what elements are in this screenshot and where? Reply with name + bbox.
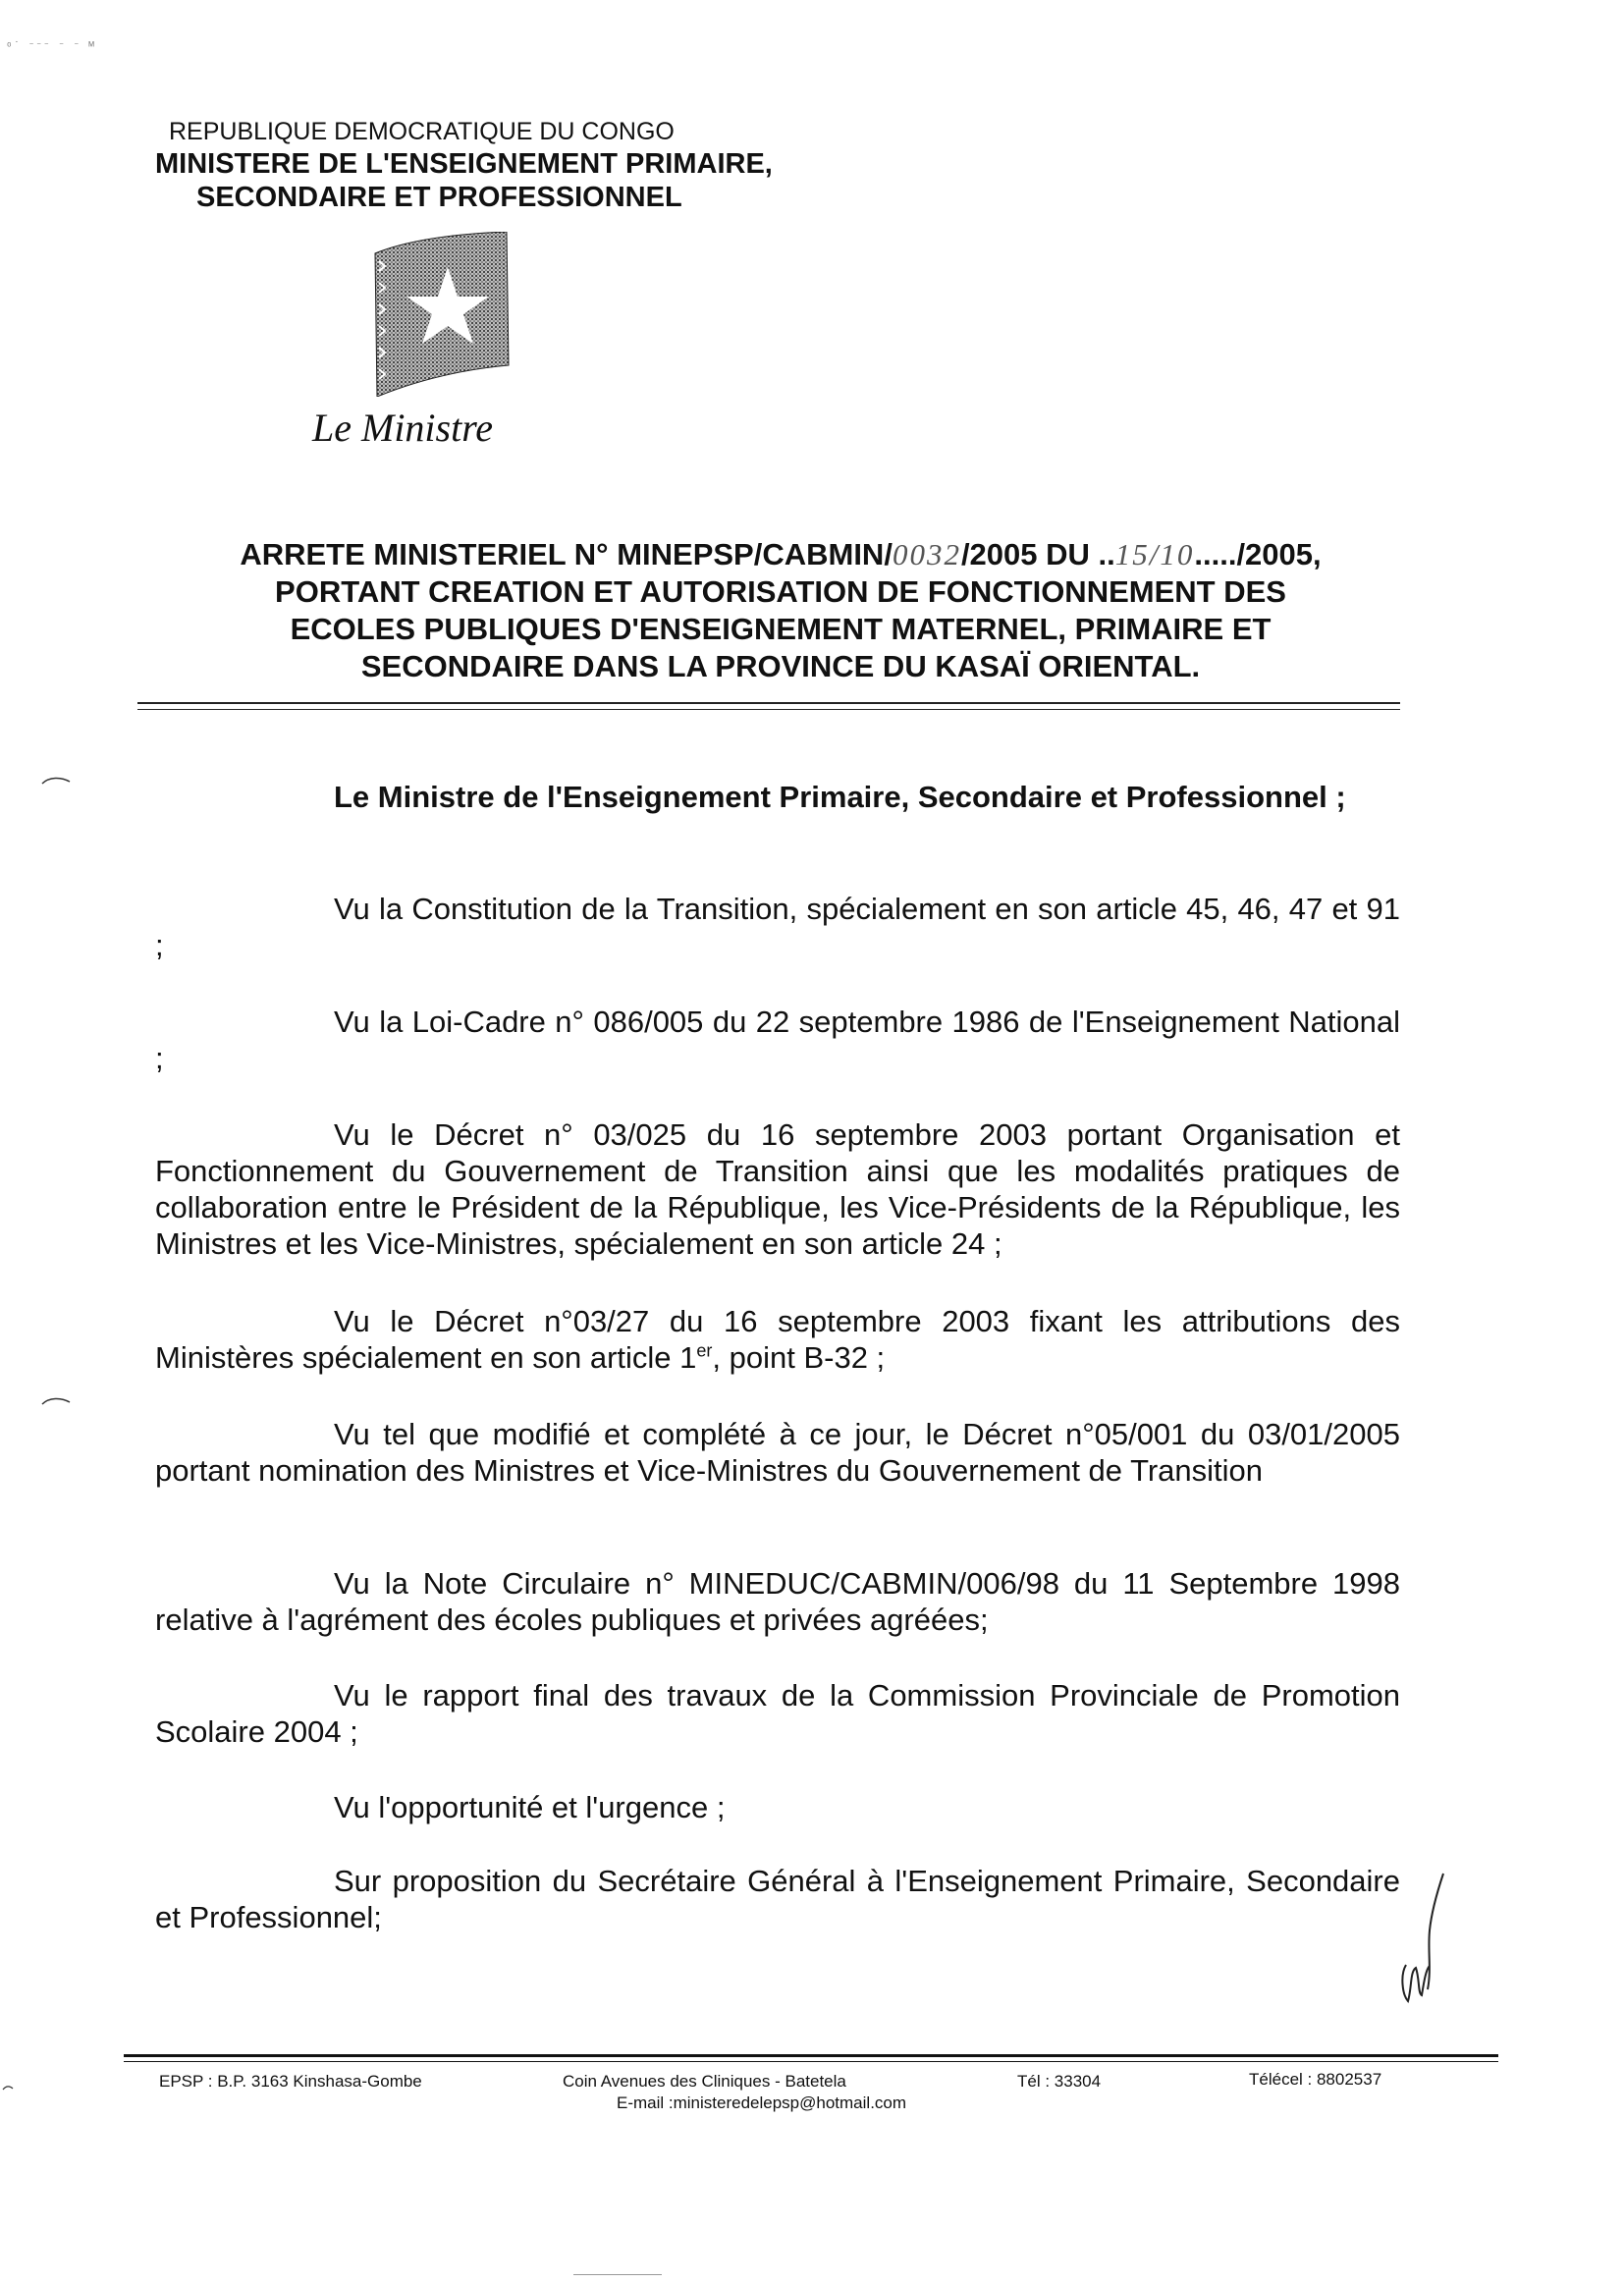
footer-telecel: Télécel : 8802537	[1249, 2070, 1382, 2089]
handwritten-initials-signature	[1392, 1872, 1451, 2019]
title-divider-thin	[137, 709, 1400, 710]
decree-title-line2: PORTANT CREATION ET AUTORISATION DE FONCTIONNEMENT DES	[275, 574, 1286, 609]
decree-title-line4: SECONDAIRE DANS LA PROVINCE DU KASAÏ ORIENTAL.	[360, 649, 1201, 683]
footer-divider-thin	[124, 2061, 1498, 2062]
recital-decret-03-025-text: Vu le Décret n° 03/025 du 16 septembre 2003 portant Organisation et Fonctionnement du Gouvernement de Transition ainsi que les modalités pratiques de collaboration entre le Président de la République, les Vice-Présidents de la République, les Ministres et les Vice-Ministres, spécialement en son article 24 ;	[155, 1117, 1400, 1261]
recital-constitution-text: Vu la Constitution de la Transition, spécialement en son article 45, 46, 47 et 91 ;	[155, 892, 1400, 962]
country-name: REPUBLIQUE DEMOCRATIQUE DU CONGO	[169, 118, 675, 145]
footer-email: E-mail :ministeredelepsp@hotmail.com	[617, 2093, 907, 2112]
margin-pen-mark	[41, 776, 71, 786]
superscript-er: er	[696, 1340, 713, 1361]
decree-title-prefix: ARRETE MINISTERIEL N° MINEPSP/CABMIN/	[240, 537, 893, 571]
title-divider	[137, 702, 1400, 704]
recital-proposition-text: Sur proposition du Secrétaire Général à l'Enseignement Primaire, Secondaire et Professionnel;	[155, 1864, 1400, 1934]
decree-title-suffix: ...../2005,	[1194, 537, 1322, 571]
handwritten-decree-number: 0032	[892, 537, 961, 571]
preamble-minister	[155, 779, 1400, 815]
flag-star-icon	[369, 232, 514, 397]
recital-rapport-final-text: Vu le rapport final des travaux de la Commission Provinciale de Promotion Scolaire 2004 ;	[155, 1678, 1400, 1749]
footer-divider	[124, 2054, 1498, 2057]
scan-edge-line	[573, 2274, 662, 2275]
recital-rapport-final	[155, 1677, 1400, 1750]
footer-street-address: Coin Avenues des Cliniques - Batetela	[563, 2072, 846, 2091]
scan-artifact: ᵒ˙ ⁻⁻⁻ ⁻ ⁻ ᴹ	[6, 41, 96, 53]
margin-pen-mark	[2, 2084, 14, 2092]
recital-proposition	[155, 1863, 1400, 1935]
recital-loi-cadre	[155, 1004, 1400, 1076]
recital-decret-03-025	[155, 1116, 1400, 1262]
ministry-name-line2: SECONDAIRE ET PROFESSIONNEL	[196, 182, 682, 213]
margin-pen-mark	[41, 1396, 71, 1406]
ministry-name-line1: MINISTERE DE L'ENSEIGNEMENT PRIMAIRE,	[155, 148, 773, 180]
recital-note-circulaire-text: Vu la Note Circulaire n° MINEDUC/CABMIN/006/98 du 11 Septembre 1998 relative à l'agrément des écoles publiques et privées agréées;	[155, 1566, 1400, 1637]
decree-title-mid: /2005 DU ..	[960, 537, 1115, 571]
recital-note-circulaire	[155, 1565, 1400, 1638]
recital-decret-05-001	[155, 1416, 1400, 1489]
recital-decret-03-27-tail: , point B-32 ;	[712, 1340, 886, 1375]
footer-telephone: Tél : 33304	[1017, 2072, 1102, 2091]
recital-constitution	[155, 891, 1400, 963]
recital-decret-05-001-text: Vu tel que modifié et complété à ce jour, le Décret n°05/001 du 03/01/2005 portant nomination des Ministres et Vice-Ministres du Gouvernement de Transition	[155, 1417, 1400, 1488]
preamble-minister-text: Le Ministre de l'Enseignement Primaire, Secondaire et Professionnel ;	[334, 780, 1346, 814]
signatory-title: Le Ministre	[312, 406, 494, 450]
recital-loi-cadre-text: Vu la Loi-Cadre n° 086/005 du 22 septembre 1986 de l'Enseignement National ;	[155, 1005, 1400, 1075]
recital-decret-03-27	[155, 1303, 1400, 1376]
decree-title-line3: ECOLES PUBLIQUES D'ENSEIGNEMENT MATERNEL, PRIMAIRE ET	[290, 612, 1272, 646]
recital-opportunite	[155, 1789, 1400, 1825]
recital-decret-03-27-text: Vu le Décret n°03/27 du 16 septembre 2003 fixant les attributions des Ministères spécialement en son article 1	[155, 1304, 1400, 1375]
handwritten-decree-date: 15/10	[1114, 537, 1195, 571]
decree-title-line1	[147, 537, 1414, 572]
footer-postal-address: EPSP : B.P. 3163 Kinshasa-Gombe	[159, 2072, 422, 2091]
recital-opportunite-text: Vu l'opportunité et l'urgence ;	[334, 1790, 726, 1824]
